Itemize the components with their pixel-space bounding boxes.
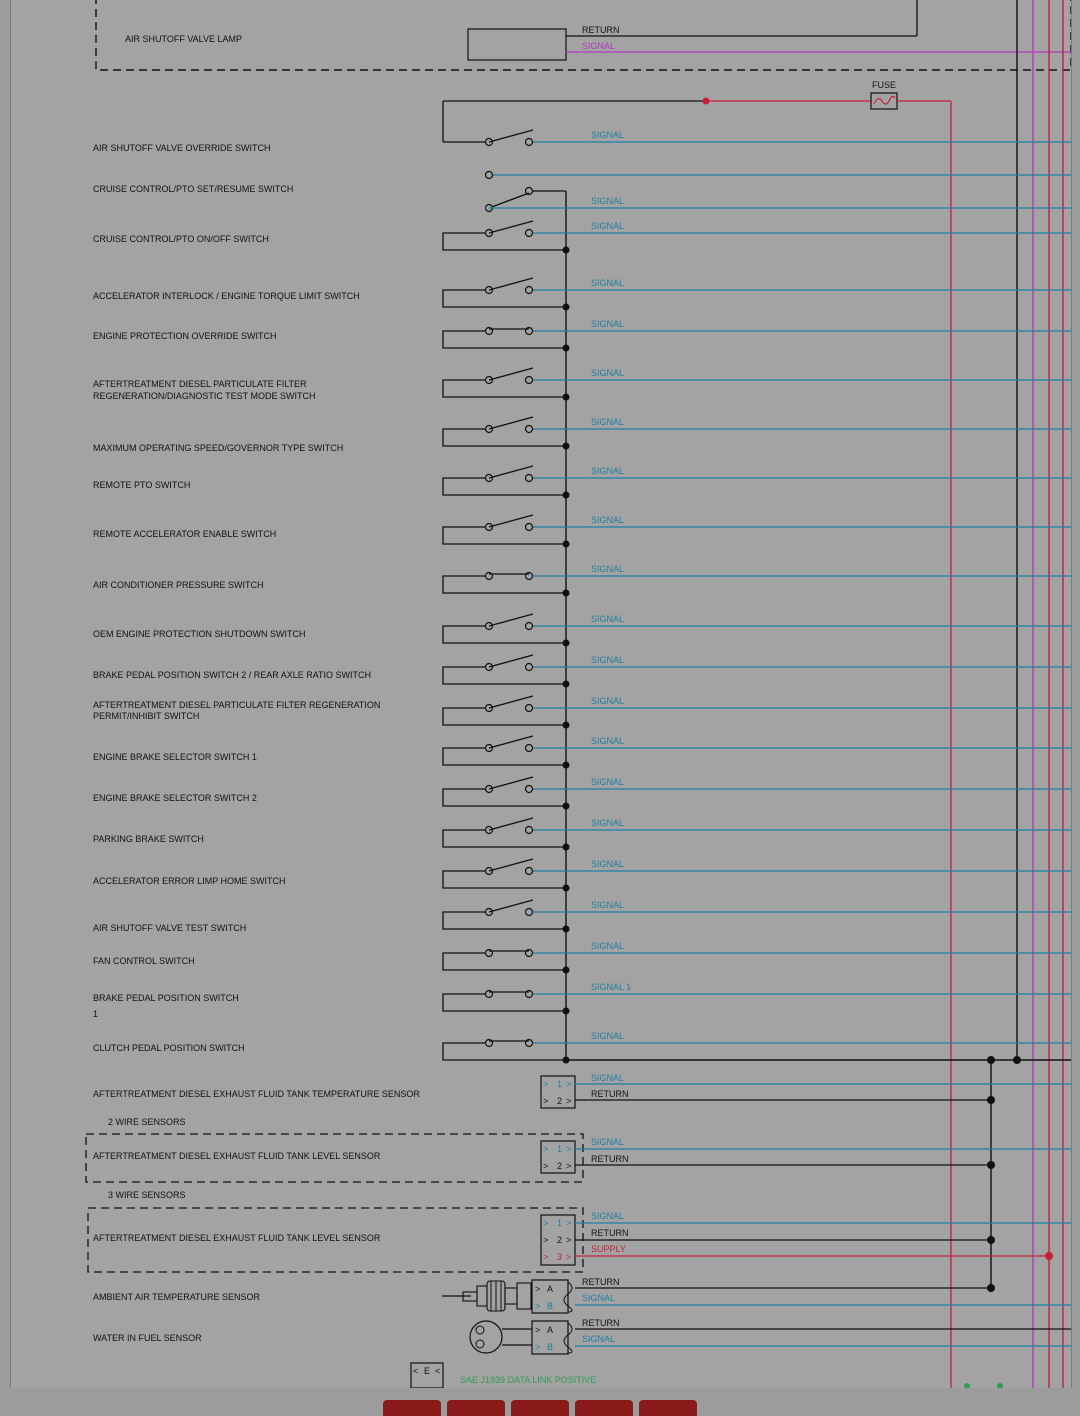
ambient-sensor-label: AMBIENT AIR TEMPERATURE SENSOR xyxy=(93,1292,261,1302)
switch-label: PARKING BRAKE SWITCH xyxy=(93,834,204,844)
lamp-section xyxy=(96,0,1071,70)
switch-row xyxy=(93,172,1071,212)
three-wire-pin-1: 1 xyxy=(557,1218,563,1228)
switch-label: BRAKE PEDAL POSITION SWITCH xyxy=(93,993,239,1003)
svg-text:>: > xyxy=(535,1325,541,1335)
water-signal-label: SIGNAL xyxy=(582,1334,616,1344)
switch-row xyxy=(93,777,1071,810)
signal-wire-label: SIGNAL xyxy=(591,221,625,231)
switch-label-line2: REGENERATION/DIAGNOSTIC TEST MODE SWITCH xyxy=(93,391,316,401)
two-wire-return-label: RETURN xyxy=(591,1154,629,1164)
signal-wire-label: SIGNAL xyxy=(591,1031,625,1041)
three-wire-sensor-label: AFTERTREATMENT DIESEL EXHAUST FLUID TANK LEVEL SENSOR xyxy=(93,1233,381,1243)
lamp-block xyxy=(468,29,566,60)
switch-row xyxy=(93,417,1071,453)
switch-symbol-icon xyxy=(443,655,570,688)
switch-row xyxy=(93,655,1071,688)
sensor-section xyxy=(86,1073,1071,1388)
three-wire-signal-label: SIGNAL xyxy=(591,1211,625,1221)
switch-label: AFTERTREATMENT DIESEL PARTICULATE FILTER xyxy=(93,379,307,389)
signal-wire-label: SIGNAL xyxy=(591,736,625,746)
signal-wire-label: SIGNAL xyxy=(591,466,625,476)
schematic-sheet xyxy=(10,0,1072,1389)
switch-row xyxy=(93,818,1071,851)
bottom-toolbar xyxy=(0,1388,1080,1414)
svg-text:>: > xyxy=(566,1235,572,1245)
two-wire-signal-label: SIGNAL xyxy=(591,1137,625,1147)
switch-row xyxy=(93,564,1071,597)
switch-label: FAN CONTROL SWITCH xyxy=(93,956,195,966)
water-pin-b: B xyxy=(547,1342,554,1352)
switch-label: CLUTCH PEDAL POSITION SWITCH xyxy=(93,1043,245,1053)
svg-text:>: > xyxy=(535,1342,541,1352)
switch-row xyxy=(93,736,1071,769)
switch-label: AIR SHUTOFF VALVE OVERRIDE SWITCH xyxy=(93,143,271,153)
svg-text:>: > xyxy=(566,1161,572,1171)
switch-row xyxy=(93,130,1071,153)
svg-text:>: > xyxy=(543,1218,549,1228)
switch-label: REMOTE ACCELERATOR ENABLE SWITCH xyxy=(93,529,277,539)
switch-row xyxy=(93,515,1071,548)
signal-wire-label: SIGNAL xyxy=(591,319,625,329)
switch-row xyxy=(93,368,1071,401)
switch-symbol-icon xyxy=(443,777,570,810)
water-sensor-symbol xyxy=(470,1321,532,1353)
switch-label: CRUISE CONTROL/PTO ON/OFF SWITCH xyxy=(93,234,269,244)
two-wire-sensor-label: AFTERTREATMENT DIESEL EXHAUST FLUID TANK LEVEL SENSOR xyxy=(93,1151,381,1161)
switch-row xyxy=(93,982,1071,1019)
switch-symbol-icon xyxy=(443,466,570,499)
signal-wire-label: SIGNAL xyxy=(591,614,625,624)
svg-text:>: > xyxy=(566,1079,572,1089)
def-temp-pin-1: 1 xyxy=(557,1079,563,1089)
signal-wire-label: SIGNAL xyxy=(591,564,625,574)
lamp-label: AIR SHUTOFF VALVE LAMP xyxy=(125,34,243,44)
switch-symbol-icon xyxy=(443,614,570,647)
switch-label: AIR CONDITIONER PRESSURE SWITCH xyxy=(93,580,264,590)
ambient-pin-b: B xyxy=(547,1301,554,1311)
svg-text:>: > xyxy=(566,1218,572,1228)
signal-wire-label: SIGNAL xyxy=(591,777,625,787)
switch-symbol-icon xyxy=(443,900,570,933)
svg-text:>: > xyxy=(535,1301,541,1311)
switch-label: ACCELERATOR ERROR LIMP HOME SWITCH xyxy=(93,876,286,886)
svg-text:>: > xyxy=(543,1096,549,1106)
svg-text:>: > xyxy=(535,1284,541,1294)
signal-wire-label: SIGNAL xyxy=(591,130,625,140)
switch-label-line2: PERMIT/INHIBIT SWITCH xyxy=(93,711,200,721)
two-wire-group-label: 2 WIRE SENSORS xyxy=(108,1117,186,1127)
datalink-label: SAE J1939 DATA LINK POSITIVE xyxy=(460,1375,597,1385)
fuse-supply xyxy=(443,80,951,1388)
svg-text:>: > xyxy=(543,1079,549,1089)
switch-symbol-icon xyxy=(443,221,570,254)
svg-text:>: > xyxy=(566,1252,572,1262)
signal-wire-label: SIGNAL xyxy=(591,368,625,378)
switch-label: REMOTE PTO SWITCH xyxy=(93,480,191,490)
signal-wire-label: SIGNAL xyxy=(591,900,625,910)
switch-row xyxy=(93,859,1071,892)
switch-symbol-icon xyxy=(443,696,570,729)
def-temp-signal-label: SIGNAL xyxy=(591,1073,625,1083)
switch-label: BRAKE PEDAL POSITION SWITCH 2 / REAR AXLE RATIO SWITCH xyxy=(93,670,372,680)
switch-symbol-icon xyxy=(486,172,1072,212)
three-wire-pin-2: 2 xyxy=(557,1235,563,1245)
def-temp-return-label: RETURN xyxy=(591,1089,629,1099)
switch-label-line2: 1 xyxy=(93,1009,99,1019)
signal-wire-label: SIGNAL xyxy=(591,196,625,206)
water-sensor-label: WATER IN FUEL SENSOR xyxy=(93,1333,202,1343)
three-wire-group-label: 3 WIRE SENSORS xyxy=(108,1190,186,1200)
signal-wire-label: SIGNAL xyxy=(591,515,625,525)
switch-label: ACCELERATOR INTERLOCK / ENGINE TORQUE LIMIT SWITCH xyxy=(93,291,360,301)
lamp-return-label: RETURN xyxy=(582,25,620,35)
switch-row xyxy=(93,221,1071,254)
switch-row xyxy=(93,614,1071,647)
switch-label: AFTERTREATMENT DIESEL PARTICULATE FILTER REGENERATION xyxy=(93,700,381,710)
two-wire-pin-2: 2 xyxy=(557,1161,563,1171)
three-wire-pin-3: 3 xyxy=(557,1252,563,1262)
switch-label: ENGINE BRAKE SELECTOR SWITCH 2 xyxy=(93,793,257,803)
signal-wire-label: SIGNAL xyxy=(591,818,625,828)
svg-text:>: > xyxy=(543,1161,549,1171)
switch-symbol-icon xyxy=(443,515,570,548)
switch-label: OEM ENGINE PROTECTION SHUTDOWN SWITCH xyxy=(93,629,306,639)
switch-row xyxy=(93,1031,1071,1064)
switch-row xyxy=(93,278,1071,311)
svg-text:>: > xyxy=(566,1096,572,1106)
wiring-diagram xyxy=(11,0,1071,1388)
def-temp-sensor-label: AFTERTREATMENT DIESEL EXHAUST FLUID TANK TEMPERATURE SENSOR xyxy=(93,1089,420,1099)
lamp-dashed-box xyxy=(96,0,1071,70)
signal-wire-label: SIGNAL xyxy=(591,859,625,869)
svg-text:>: > xyxy=(543,1235,549,1245)
signal-wire-label: SIGNAL 1 xyxy=(591,982,632,992)
svg-text:<: < xyxy=(413,1366,419,1376)
svg-text:>: > xyxy=(543,1252,549,1262)
ambient-signal-label: SIGNAL xyxy=(582,1293,616,1303)
switch-symbol-icon xyxy=(443,368,570,401)
svg-text:>: > xyxy=(543,1144,549,1154)
switch-label: AIR SHUTOFF VALVE TEST SWITCH xyxy=(93,923,247,933)
datalink-pin: E xyxy=(424,1366,431,1376)
switch-label: ENGINE PROTECTION OVERRIDE SWITCH xyxy=(93,331,277,341)
switch-row xyxy=(93,900,1071,933)
switch-row xyxy=(93,941,1071,974)
switch-label: MAXIMUM OPERATING SPEED/GOVERNOR TYPE SWITCH xyxy=(93,443,344,453)
switch-row xyxy=(93,319,1071,352)
signal-wire-label: SIGNAL xyxy=(591,417,625,427)
switch-label: CRUISE CONTROL/PTO SET/RESUME SWITCH xyxy=(93,184,294,194)
signal-wire-label: SIGNAL xyxy=(591,655,625,665)
signal-wire-label: SIGNAL xyxy=(591,941,625,951)
switch-symbol-icon xyxy=(443,818,570,851)
signal-wire-label: SIGNAL xyxy=(591,278,625,288)
svg-text:<: < xyxy=(435,1366,441,1376)
switch-symbol-icon xyxy=(443,736,570,769)
switch-label: ENGINE BRAKE SELECTOR SWITCH 1 xyxy=(93,752,257,762)
fuse-label: FUSE xyxy=(872,80,897,90)
switch-row xyxy=(93,466,1071,499)
three-wire-return-label: RETURN xyxy=(591,1228,629,1238)
water-return-label: RETURN xyxy=(582,1318,620,1328)
switch-symbol-icon xyxy=(443,278,570,311)
switch-row xyxy=(93,696,1071,729)
def-temp-pin-2: 2 xyxy=(557,1096,563,1106)
switch-symbol-icon xyxy=(443,130,533,146)
two-wire-pin-1: 1 xyxy=(557,1144,563,1154)
ambient-return-label: RETURN xyxy=(582,1277,620,1287)
switch-symbol-icon xyxy=(443,417,570,450)
lamp-signal-label: SIGNAL xyxy=(582,41,616,51)
svg-text:>: > xyxy=(566,1144,572,1154)
water-pin-a: A xyxy=(547,1325,554,1335)
ambient-pin-a: A xyxy=(547,1284,554,1294)
signal-wire-label: SIGNAL xyxy=(591,696,625,706)
switch-list xyxy=(93,130,1071,1064)
ambient-sensor-symbol xyxy=(442,1281,531,1311)
three-wire-supply-label: SUPPLY xyxy=(591,1244,626,1254)
switch-symbol-icon xyxy=(443,859,570,892)
